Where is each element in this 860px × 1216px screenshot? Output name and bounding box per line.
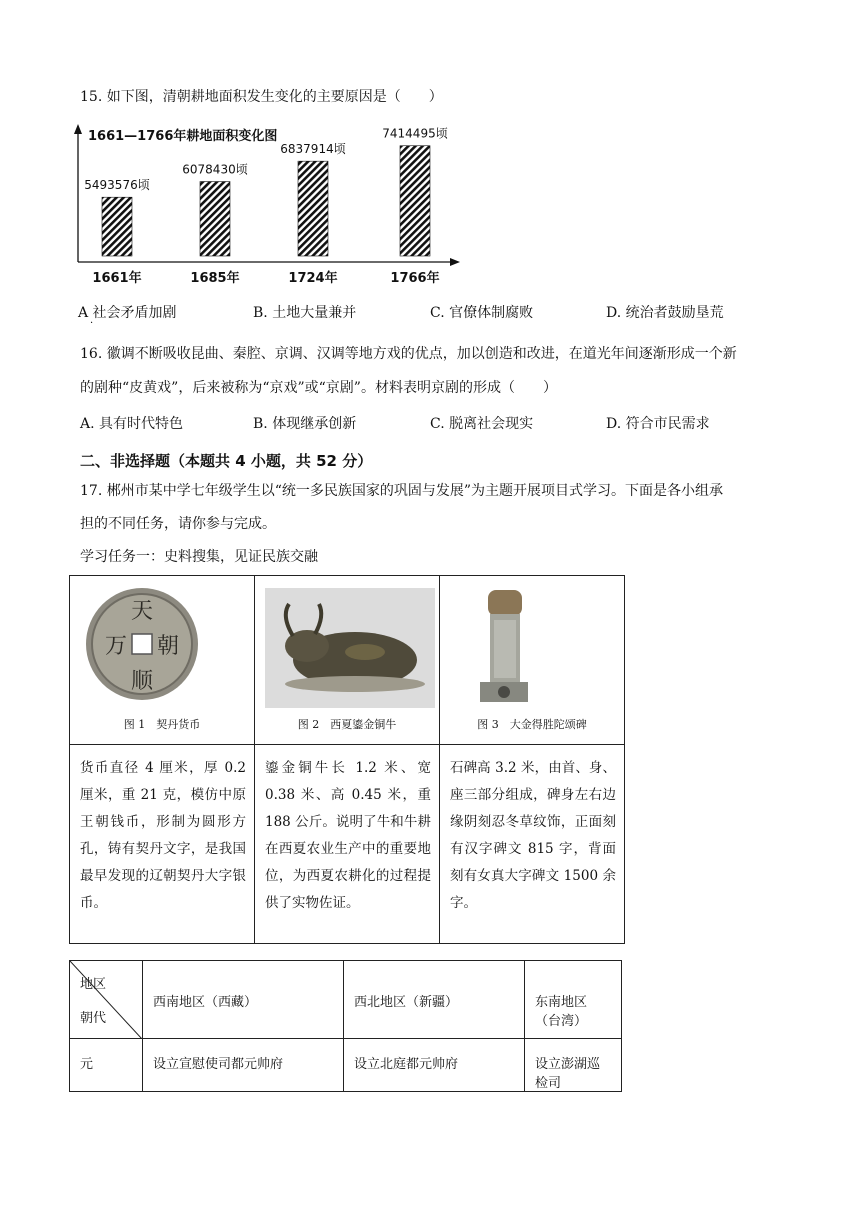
category-label: 1661年 (92, 271, 142, 286)
y-axis-arrow (74, 124, 82, 134)
header-southwest: 西南地区（西藏） (143, 961, 344, 1039)
question-15-stem: 15. 如下图，清朝耕地面积发生变化的主要原因是（ ） (80, 89, 443, 105)
figure-2-cell (255, 576, 440, 745)
cell-northwest: 设立北庭都元帅府 (344, 1039, 525, 1092)
svg-text:天: 天 (130, 599, 154, 624)
task-1-title: 学习任务一：史料搜集，见证民族交融 (80, 549, 318, 565)
svg-text:顺: 顺 (130, 669, 154, 694)
category-label: 1766年 (390, 271, 440, 286)
bar-1661年 (102, 197, 132, 256)
figure-1-description: 货币直径 4 厘米，厚 0.2 厘米，重 21 克，模仿中原王朝钱币，形制为圆形方孔，铸有契丹文字，是我国最早发现的辽朝契丹大字银币。 (70, 745, 255, 944)
corner-bottom-label: 朝代 (80, 1011, 107, 1026)
question-16-line2: 的剧种“皮黄戏”，后来被称为“京戏”或“京剧”。材料表明京剧的形成（ ） (80, 380, 557, 396)
section-heading: 二、非选择题（本题共 4 小题，共 52 分） (80, 452, 373, 470)
bar-1685年 (200, 182, 230, 256)
figure-3-caption: 图 3 大金得胜陀颂碑 (477, 718, 587, 731)
figure-3-description: 石碑高 3.2 米，由首、身、座三部分组成，碑身左右边缘阴刻忍冬草纹饰，正面刻有汉字碑文 815 字，背面刻有女真大字碑文 1500 余字。 (440, 745, 625, 944)
stele-icon (440, 576, 624, 716)
data-label: 7414495顷 (382, 126, 448, 141)
figure-3-cell (440, 576, 625, 745)
q15-option-a[interactable]: A 社会矛盾加剧 (78, 305, 177, 321)
bar-1724年 (298, 161, 328, 256)
bar-1766年 (400, 146, 430, 256)
q16-option-d[interactable]: D. 符合市民需求 (606, 416, 710, 432)
header-southeast: 东南地区（台湾） (525, 961, 622, 1039)
svg-text:朝: 朝 (156, 634, 180, 659)
figure-1-cell (70, 576, 255, 745)
category-label: 1685年 (190, 271, 240, 286)
q15-option-d[interactable]: D. 统治者鼓励垦荒 (606, 305, 724, 321)
row-dynasty: 元 (70, 1039, 143, 1092)
q16-option-a[interactable]: A. 具有时代特色 (80, 416, 184, 432)
figure-1-caption: 图 1 契丹货币 (123, 718, 201, 731)
question-17-line2: 担的不同任务，请你参与完成。 (80, 516, 276, 532)
bronze-ox-icon (255, 576, 439, 716)
data-label: 6837914顷 (280, 142, 346, 157)
figure-2-description: 鎏金铜牛长 1.2 米、宽 0.38 米、高 0.45 米，重 188 公斤。说明了牛和牛耕在西夏农业生产中的重要地位，为西夏农耕化的过程提供了实物佐证。 (255, 745, 440, 944)
question-16-line1: 16. 徽调不断吸收昆曲、秦腔、京调、汉调等地方戏的优点，加以创造和改进，在道光年间逐渐形成一个新 (80, 346, 737, 362)
cell-southeast: 设立澎湖巡检司 (525, 1039, 622, 1092)
q15-option-c[interactable]: C. 官僚体制腐败 (430, 305, 534, 321)
question-17-line1: 17. 郴州市某中学七年级学生以“统一多民族国家的巩固与发展”为主题开展项目式学习。下面是各小组承 (80, 483, 724, 499)
x-axis-arrow (450, 258, 460, 266)
emphasis-dot: · (90, 318, 94, 329)
chart-title: 1661—1766年耕地面积变化图 (88, 129, 278, 144)
category-label: 1724年 (288, 271, 338, 286)
cell-southwest: 设立宣慰使司都元帅府 (143, 1039, 344, 1092)
corner-cell (70, 961, 143, 1039)
header-northwest: 西北地区（新疆） (344, 961, 525, 1039)
figure-table (69, 575, 625, 944)
svg-text:万: 万 (104, 634, 128, 659)
farmland-bar-chart (70, 122, 470, 294)
q15-option-b[interactable]: B. 土地大量兼并 (253, 305, 357, 321)
data-label: 5493576顷 (84, 178, 150, 193)
figure-2-caption: 图 2 西夏鎏金铜牛 (297, 718, 397, 731)
data-label: 6078430顷 (182, 162, 248, 177)
coin-icon (70, 576, 254, 716)
q16-option-c[interactable]: C. 脱离社会现实 (430, 416, 534, 432)
corner-top-label: 地区 (80, 977, 107, 992)
region-table (69, 960, 622, 1092)
q16-option-b[interactable]: B. 体现继承创新 (253, 416, 357, 432)
